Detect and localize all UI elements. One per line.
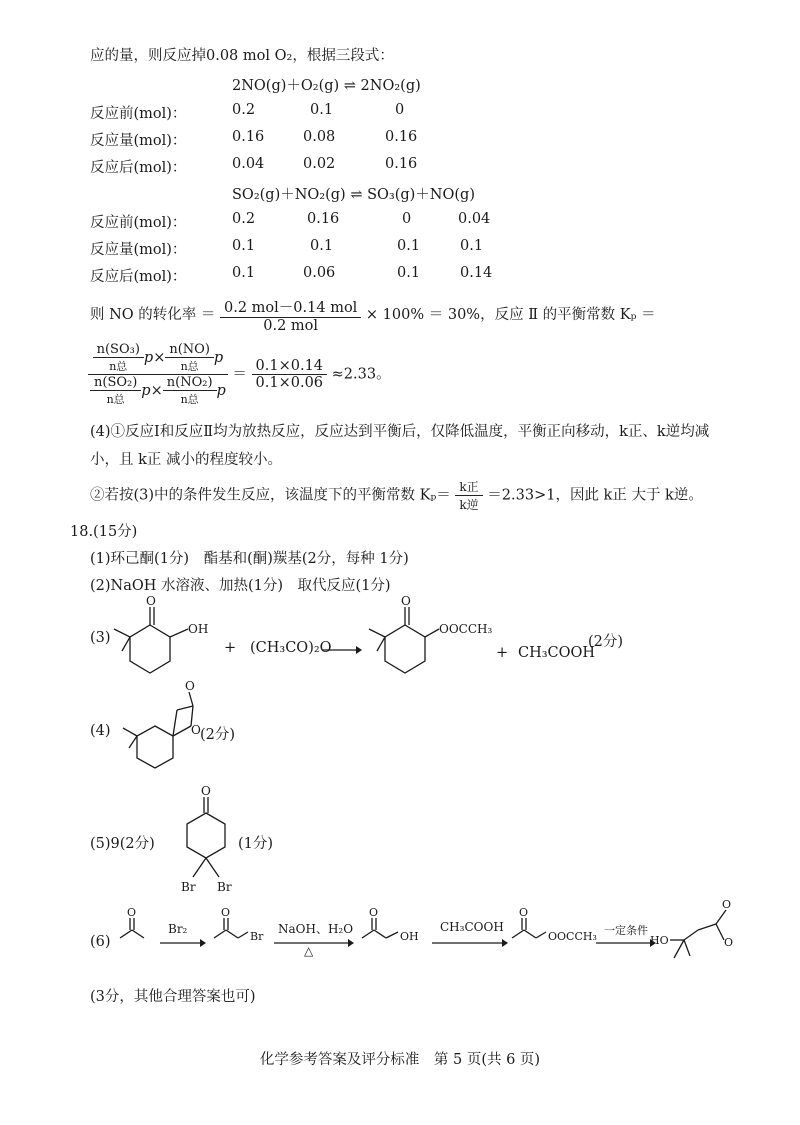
t2-change-3: 0.1 [460, 238, 484, 254]
k-ratio-fraction: $\frac{\text{k正}}{\text{k逆}}$ [455, 478, 482, 513]
t1-before-0: 0.2 [232, 102, 256, 118]
t2-before-0: 0.2 [232, 211, 256, 227]
a4-score: (2分) [200, 727, 236, 743]
q18-a6-label: (6) [90, 934, 111, 950]
t1-before-1: 0.1 [310, 102, 334, 118]
t2-after-2: 0.1 [397, 265, 421, 281]
kp-n-total-1: n总 [109, 360, 128, 373]
acetic-acid: CH₃COOH [518, 645, 596, 661]
q18-a6-note: (3分，其他合理答案也可) [90, 989, 256, 1005]
plus-1: + [224, 640, 237, 656]
t2-change-1: 0.1 [310, 238, 334, 254]
acetoxyacetone-structure [510, 906, 610, 950]
p4-1-line2: 小，且 k正 减小的程度较小。 [90, 452, 283, 468]
atom-br-1: Br [181, 880, 196, 894]
atom-oh: OH [188, 622, 209, 636]
page-footer: 化学参考答案及评分标准 第 5 页(共 6 页) [259, 1052, 541, 1068]
t2-change-2: 0.1 [397, 238, 421, 254]
atom-o-11: O [724, 936, 734, 949]
q18-header: 18.(15分) [70, 524, 138, 540]
q18-a5-label: (5)9(2分) [90, 836, 155, 852]
route-arrow-3-icon [432, 938, 508, 948]
a5-score: (1分) [238, 836, 274, 852]
route-arrow-2-icon [274, 938, 354, 948]
atom-o-8: O [369, 906, 379, 919]
atom-oh-2: OH [400, 930, 419, 943]
kp-n-total-3: n总 [106, 393, 125, 406]
atom-ooccch3-2: OOCCH₃ [548, 930, 597, 943]
p4-2: ②若按(3)中的条件发生反应，该温度下的平衡常数 Kₚ＝ $\frac{\text{k正}}{\text{k逆}}$ ＝2.33>1，因此 k正 大于 k逆。 [90, 480, 703, 512]
t1-label-after: 反应后(mol)： [90, 160, 187, 176]
t2-label-before: 反应前(mol)： [90, 215, 187, 231]
kp-n-so3: n(SO₃) [93, 342, 144, 358]
t2-change-0: 0.1 [232, 238, 256, 254]
arrow-icon [322, 645, 362, 655]
p4-1-line1: (4)①反应Ⅰ和反应Ⅱ均为放热反应，反应达到平衡后，仅降低温度，平衡正向移动，k正、k逆均减 [90, 424, 710, 440]
kp-expression: $\frac{\text{n(SO₃)}}{\text{n总}}$ p× $\frac{n(NO)}{\text{n总}}$ p $\frac{\text{n(SO₂)}}{\text{n总}}$ p× $\frac{\text{n(NO₂)}}{\text{n总}}$ p ＝ $\frac{0.1\times 0.14}{0.1\times 0.06}$ ≈2.33。 [88, 342, 391, 407]
t2-before-1: 0.16 [307, 211, 340, 227]
atom-o-4: O [191, 723, 201, 737]
t2-after-3: 0.14 [460, 265, 493, 281]
t1-change-2: 0.16 [385, 129, 418, 145]
t1-after-2: 0.16 [385, 156, 418, 172]
t2-label-after: 反应后(mol)： [90, 269, 187, 285]
equation-2: SO₂(g)＋NO₂(g) ⇌ SO₃(g)＋NO(g) [232, 187, 475, 203]
route-arrow-1-icon [160, 938, 206, 948]
t1-after-0: 0.04 [232, 156, 265, 172]
route-reagent-2: NaOH、H₂O [278, 922, 354, 936]
kp-calc-fraction [252, 358, 328, 391]
kp-calc-den: 0.1×0.06 [255, 375, 324, 391]
t1-after-1: 0.02 [303, 156, 336, 172]
atom-o-2: O [401, 594, 411, 608]
q18-a2: (2)NaOH 水溶液、加热(1分) 取代反应(1分) [90, 578, 391, 594]
t2-before-2: 0 [402, 211, 412, 227]
atom-o-3: O [185, 679, 195, 693]
route-cond-2: △ [304, 944, 314, 958]
kp-n-total-2: n总 [180, 360, 199, 373]
kp-n-so2: n(SO₂) [90, 375, 141, 391]
route-arrow-4-icon [596, 938, 656, 948]
route-reagent-1: Br₂ [168, 922, 188, 936]
atom-o-7: O [221, 906, 231, 919]
t1-change-0: 0.16 [232, 129, 265, 145]
atom-ho: HO [650, 934, 669, 947]
hydroxy-lactone-structure [650, 900, 750, 970]
atom-o-9: O [519, 906, 529, 919]
kp-n-no2: n(NO₂) [163, 375, 217, 391]
conv-prefix: 则 NO 的转化率 ＝ [90, 307, 216, 323]
t1-label-before: 反应前(mol)： [90, 106, 187, 122]
atom-o-10: O [722, 898, 732, 911]
conv-fraction [220, 296, 361, 334]
acetic-anhydride: (CH₃CO)₂O [250, 640, 332, 656]
conv-den: 0.2 mol [263, 318, 319, 334]
atom-br-2: Br [217, 880, 232, 894]
atom-br-3: Br [250, 930, 264, 943]
acetone-structure [118, 906, 158, 950]
t2-after-0: 0.1 [232, 265, 256, 281]
kp-n-total-4: n总 [180, 393, 199, 406]
conv-num: 0.2 mol－0.14 mol [220, 296, 361, 318]
equation-1: 2NO(g)＋O₂(g) ⇌ 2NO₂(g) [232, 78, 421, 94]
q18-a1: (1)环己酮(1分) 酯基和(酮)羰基(2分，每种 1分) [90, 551, 409, 567]
t2-after-1: 0.06 [303, 265, 336, 281]
conversion-line [90, 296, 656, 334]
kp-result: ≈2.33。 [331, 366, 391, 383]
hydroxyacetone-structure [360, 906, 430, 950]
t1-change-1: 0.08 [303, 129, 336, 145]
q18-a3-label: (3) [90, 630, 111, 646]
kp-calc-num: 0.1×0.14 [252, 358, 328, 375]
t2-before-3: 0.04 [458, 211, 491, 227]
route-reagent-3: CH₃COOH [440, 920, 504, 934]
q18-a4-label: (4) [90, 723, 111, 739]
kp-n-no: n(NO) [165, 342, 214, 358]
atom-o-6: O [127, 906, 137, 919]
kp-big-fraction: $\frac{\text{n(SO₃)}}{\text{n总}}$ p× $\frac{n(NO)}{\text{n总}}$ p $\frac{\text{n(SO₂)}}{\text{n总}}$ p× $\frac{\text{n(NO₂)}}{\text{n总}}$ p [88, 342, 228, 407]
atom-o-5: O [201, 784, 211, 798]
t1-label-change: 反应量(mol)： [90, 133, 187, 149]
intro-line: 应的量，则反应掉0.08 mol O₂，根据三段式： [90, 48, 394, 64]
t2-label-change: 反应量(mol)： [90, 242, 187, 258]
route-reagent-4: 一定条件 [604, 924, 648, 937]
atom-o-1: O [146, 594, 156, 608]
product-structure [365, 595, 515, 705]
plus-2: + [496, 645, 509, 661]
conv-suffix: × 100% ＝ 30%，反应 Ⅱ 的平衡常数 Kₚ ＝ [365, 307, 656, 323]
atom-ooccch3: OOCCH₃ [439, 622, 493, 636]
t1-before-2: 0 [395, 102, 405, 118]
a3-score: (2分) [588, 634, 624, 650]
bromoacetone-structure [212, 906, 272, 950]
